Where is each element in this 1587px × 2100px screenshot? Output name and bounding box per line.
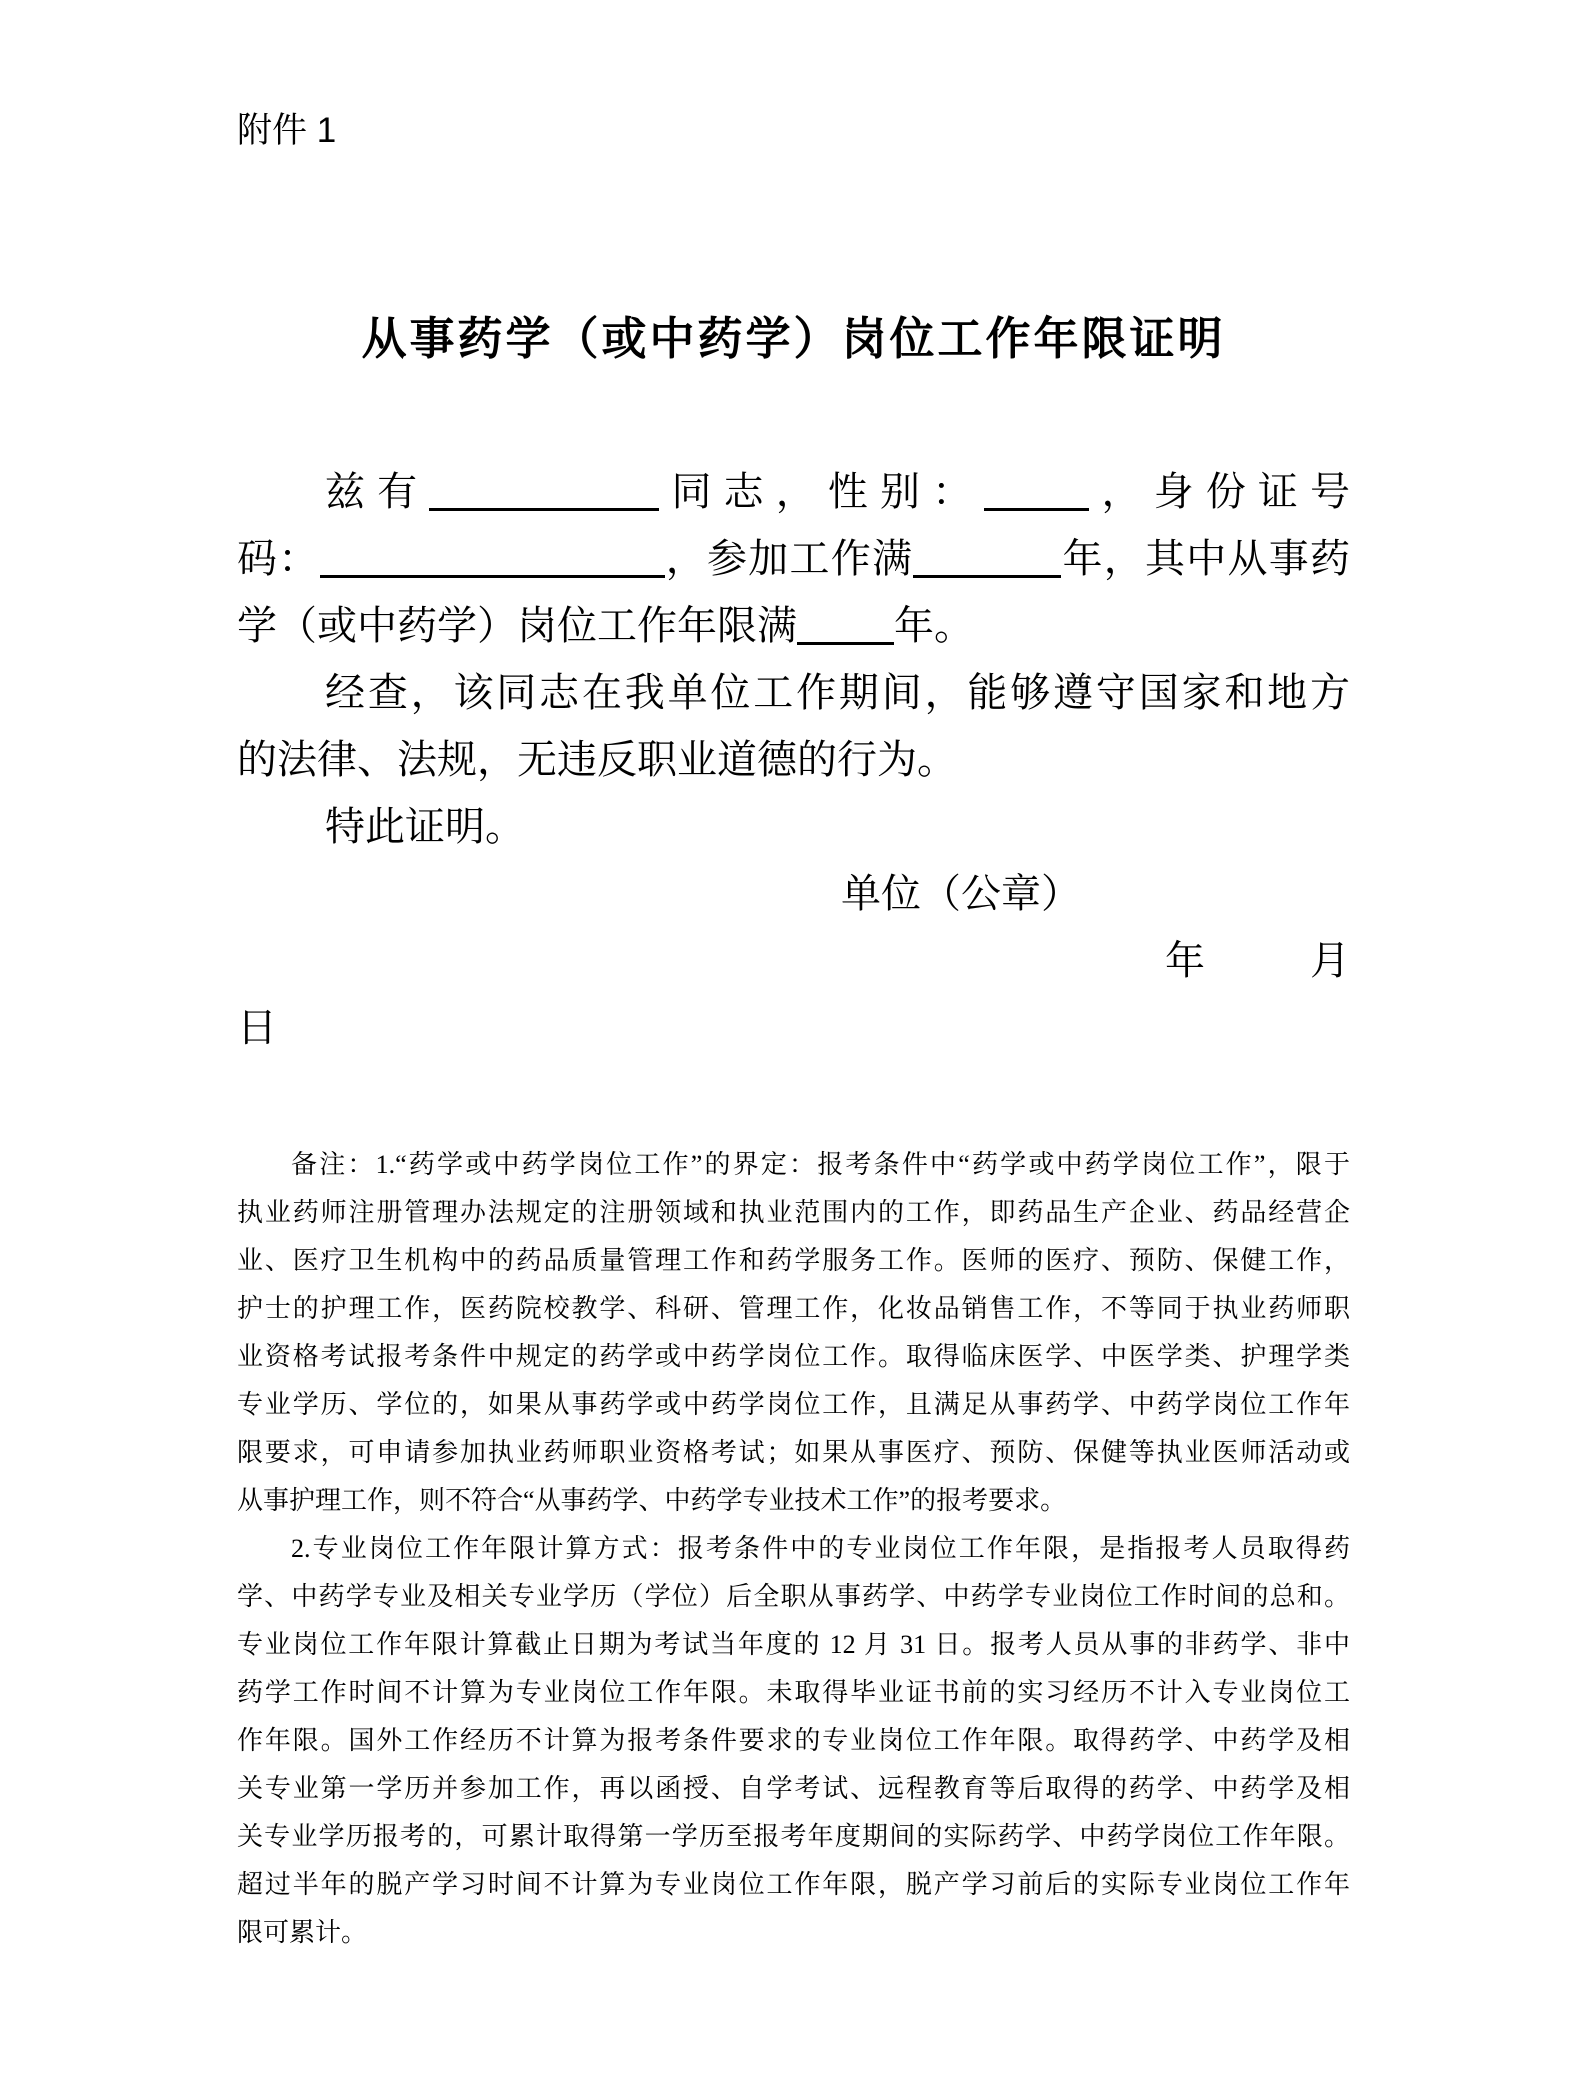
body-text: 年，其中从事药 <box>1061 536 1350 581</box>
body-text: 的法律、法规，无违反职业道德的行为。 <box>237 737 957 782</box>
note-line: 从事护理工作，则不符合“从事药学、中药学专业技术工作”的报考要求。 <box>237 1486 1067 1515</box>
note-line: 学、中药学专业及相关专业学历（学位）后全职从事药学、中药学专业岗位工作时间的总和。 <box>237 1582 1350 1611</box>
body-text: 年。 <box>894 603 974 648</box>
body-line <box>237 726 1350 793</box>
note-line: 执业药师注册管理办法规定的注册领域和执业范围内的工作，即药品生产企业、药品经营企 <box>237 1198 1350 1227</box>
note-line: 超过半年的脱产学习时间不计算为专业岗位工作年限，脱产学习前后的实际专业岗位工作年 <box>237 1870 1350 1899</box>
body-text: 特此证明。 <box>325 804 525 849</box>
note-line: 作年限。国外工作经历不计算为报考条件要求的专业岗位工作年限。取得药学、中药学及相 <box>237 1726 1350 1755</box>
note-line: 护士的护理工作，医药院校教学、科研、管理工作，化妆品销售工作，不等同于执业药师职 <box>237 1294 1350 1323</box>
note-line: 备注：1.“药学或中药学岗位工作”的界定：报考条件中“药学或中药学岗位工作”，限于 <box>291 1150 1350 1179</box>
note-line: 关专业学历报考的，可累计取得第一学历至报考年度期间的实际药学、中药学岗位工作年限。 <box>237 1822 1350 1851</box>
note-line: 关专业第一学历并参加工作，再以函授、自学考试、远程教育等后取得的药学、中药学及相 <box>237 1774 1350 1803</box>
gender-blank <box>984 468 1089 511</box>
body-text: 同志，性别： <box>659 469 985 514</box>
note-line: 限可累计。 <box>237 1918 368 1947</box>
note-line: 专业学历、学位的，如果从事药学或中药学岗位工作，且满足从事药学、中药学岗位工作年 <box>237 1390 1350 1419</box>
certificate-body <box>237 458 1350 860</box>
body-text: ，参加工作满 <box>664 536 914 581</box>
page-content <box>237 0 1350 1957</box>
body-line <box>237 592 1350 659</box>
note-line: 限要求，可申请参加执业药师职业资格考试；如果从事医疗、预防、保健等执业医师活动或 <box>237 1438 1350 1467</box>
note-line: 业资格考试报考条件中规定的药学或中药学岗位工作。取得临床医学、中医学类、护理学类 <box>237 1342 1350 1371</box>
note-line: 2.专业岗位工作年限计算方式：报考条件中的专业岗位工作年限，是指报考人员取得药 <box>291 1534 1350 1563</box>
note-line: 药学工作时间不计算为专业岗位工作年限。未取得毕业证书前的实习经历不计入专业岗位工 <box>237 1678 1350 1707</box>
body-line <box>237 659 1350 726</box>
pharmacy-years-blank <box>797 602 894 645</box>
body-line <box>237 793 1350 860</box>
body-text: 学（或中药学）岗位工作年限满 <box>237 603 797 648</box>
unit-seal-line: 单位（公章） <box>841 871 1081 916</box>
body-line <box>237 525 1350 592</box>
document-title: 从事药学（或中药学）岗位工作年限证明 <box>361 313 1226 364</box>
body-text: 码： <box>237 536 320 581</box>
note-line: 业、医疗卫生机构中的药品质量管理工作和药学服务工作。医师的医疗、预防、保健工作， <box>237 1246 1350 1275</box>
month-label: 月 <box>1310 938 1350 983</box>
date-line <box>237 927 1350 994</box>
notes-section <box>237 1141 1350 1957</box>
year-label: 年 <box>1165 938 1205 983</box>
id-number-blank <box>320 535 665 578</box>
attachment-label: 附件 1 <box>237 111 337 150</box>
signature-block <box>237 860 1350 1061</box>
day-label: 日 <box>237 1005 277 1050</box>
body-text: 兹有 <box>325 469 430 514</box>
name-blank <box>429 468 659 511</box>
body-text: 经查，该同志在我单位工作期间，能够遵守国家和地方 <box>325 670 1350 715</box>
body-line <box>237 458 1350 525</box>
body-text: ，身份证号 <box>1089 469 1351 514</box>
work-years-blank <box>913 535 1061 578</box>
note-line: 专业岗位工作年限计算截止日期为考试当年度的 12 月 31 日。报考人员从事的非药学、非中 <box>237 1630 1350 1659</box>
